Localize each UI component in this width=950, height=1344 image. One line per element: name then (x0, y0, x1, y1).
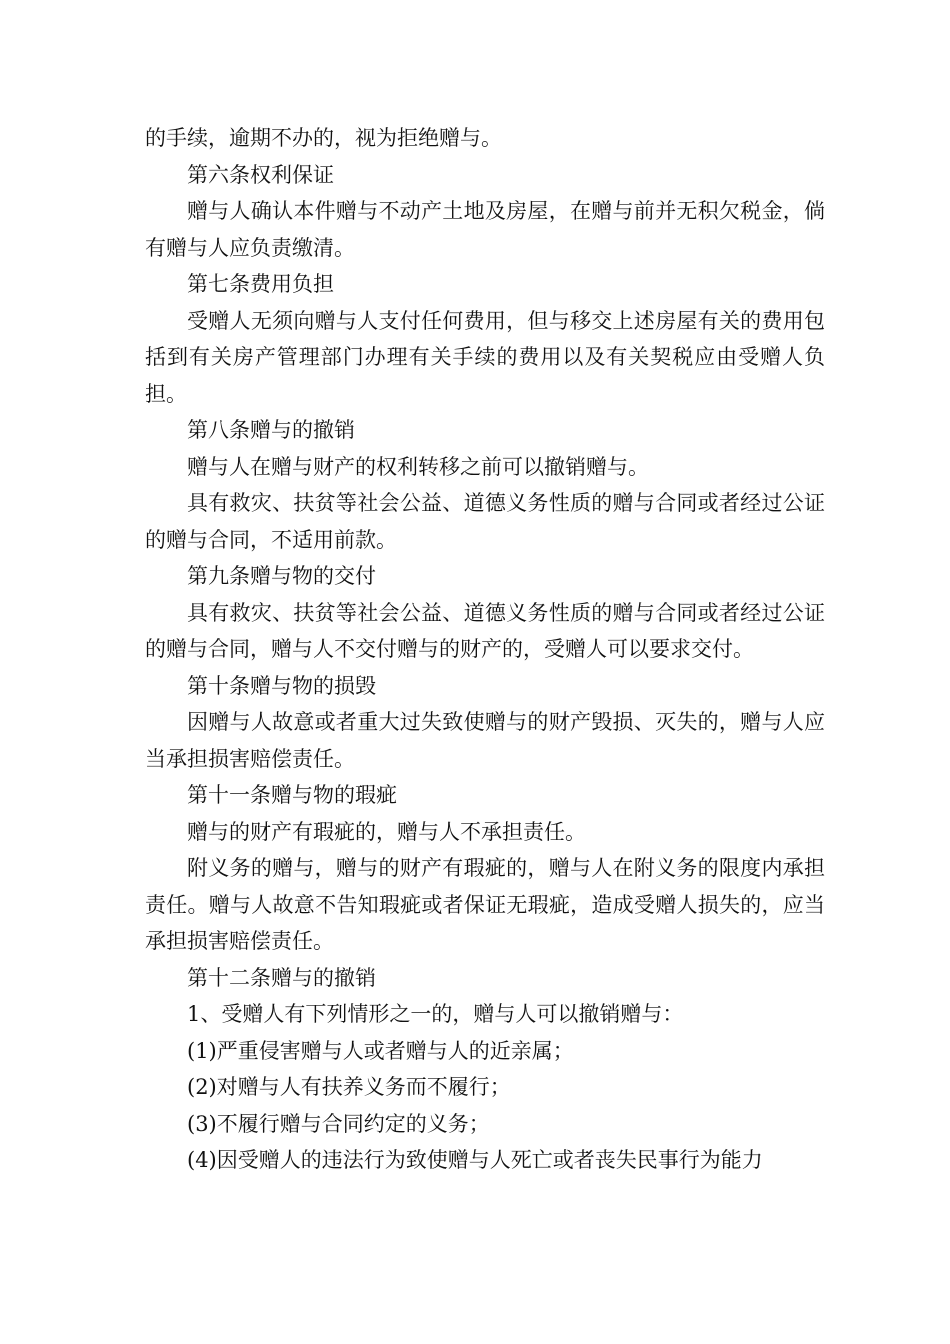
paragraph: 受赠人无须向赠与人支付任何费用，但与移交上述房屋有关的费用包括到有关房产管理部门办理有关手续的费用以及有关契税应由受赠人负担。 (145, 308, 825, 406)
paragraph: 的手续，逾期不办的，视为拒绝赠与。 (145, 126, 502, 150)
paragraph: 附义务的赠与，赠与的财产有瑕疵的，赠与人在附义务的限度内承担责任。赠与人故意不告知瑕疵或者保证无瑕疵，造成受赠人损失的，应当承担损害赔偿责任。 (145, 856, 825, 953)
paragraph: 赠与的财产有瑕疵的，赠与人不承担责任。 (187, 819, 586, 844)
section-heading: 第八条赠与的撤销 (187, 418, 355, 442)
paragraph: 赠与人确认本件赠与不动产土地及房屋，在赠与前并无积欠税金，倘有赠与人应负责缴清。 (145, 199, 825, 260)
paragraph: 1、受赠人有下列情形之一的，赠与人可以撤销赠与： (187, 1002, 684, 1026)
paragraph: 赠与人在赠与财产的权利转移之前可以撤销赠与。 (187, 454, 649, 479)
paragraph: 具有救灾、扶贫等社会公益、道德义务性质的赠与合同或者经过公证的赠与合同，赠与人不交付赠与的财产的，受赠人可以要求交付。 (145, 600, 825, 661)
paragraph: 因赠与人故意或者重大过失致使赠与的财产毁损、灭失的，赠与人应当承担损害赔偿责任。 (145, 710, 825, 771)
document-body (145, 120, 825, 1179)
list-item: (1)严重侵害赠与人或者赠与人的近亲属； (187, 1038, 574, 1063)
section-heading: 第六条权利保证 (187, 162, 334, 187)
paragraph: 具有救灾、扶贫等社会公益、道德义务性质的赠与合同或者经过公证的赠与合同，不适用前款。 (145, 491, 825, 552)
section-heading: 第七条费用负担 (187, 272, 334, 296)
list-item: (4)因受赠人的违法行为致使赠与人死亡或者丧失民事行为能力 (187, 1148, 763, 1172)
section-heading: 第十二条赠与的撤销 (187, 965, 376, 990)
section-heading: 第十一条赠与物的瑕疵 (187, 783, 397, 807)
section-heading: 第十条赠与物的损毁 (187, 673, 376, 698)
section-heading: 第九条赠与物的交付 (187, 564, 376, 588)
list-item: (3)不履行赠与合同约定的义务； (187, 1111, 490, 1136)
list-item: (2)对赠与人有扶养义务而不履行； (187, 1075, 511, 1099)
